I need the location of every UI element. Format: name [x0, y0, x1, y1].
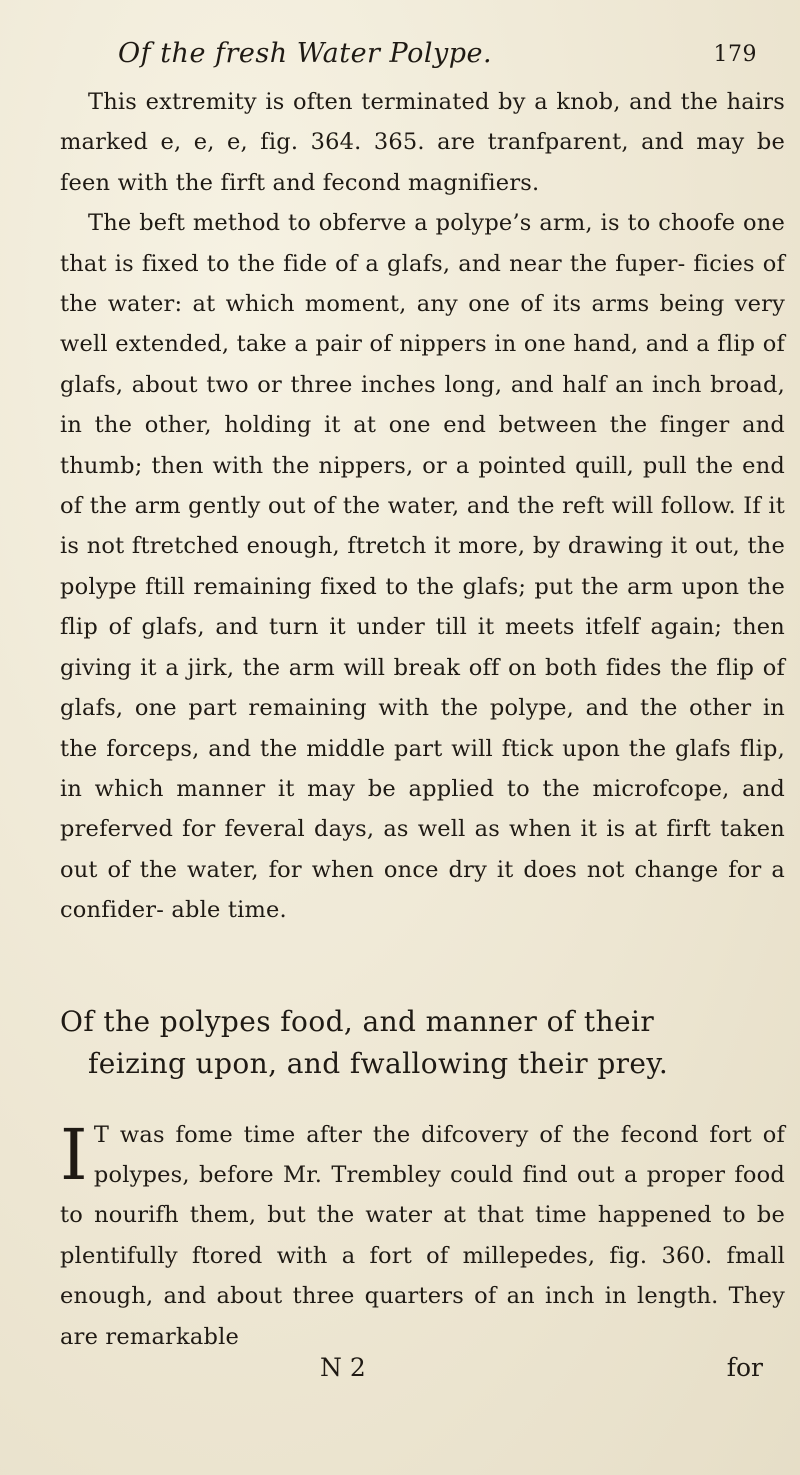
section-first-paragraph-text: T was fome time after the difcovery of the fecond fort of polypes, before Mr. Trembley could find out a proper food to nourifh them, but the water at that time happened to be plentifully ftored with a fort of millepedes, fig. 360. fmall enough, and about three quarters of an inch in length. They are remarkable: [60, 1121, 785, 1350]
signature-mark: N 2: [320, 1352, 366, 1382]
page-number: 179: [713, 42, 757, 67]
section-heading: [60, 1001, 785, 1085]
catchword: for: [726, 1352, 763, 1382]
running-head: [60, 38, 785, 82]
page-footer: [60, 1353, 785, 1391]
book-page: [60, 38, 785, 1391]
section-heading-line-1: Of the polypes food, and manner of their: [60, 1004, 655, 1038]
running-head-title: Of the fresh Water Polype.: [118, 38, 493, 69]
body-paragraph: This extremity is often terminated by a knob, and the hairs marked e, e, e, fig. 364. 365. are tranfparent, and may be feen with the firft and fecond magnifiers.: [60, 89, 785, 196]
section-heading-line-2: feizing upon, and fwallowing their prey.: [88, 1046, 669, 1080]
drop-cap: I: [60, 1113, 88, 1196]
section-first-paragraph: [60, 1115, 785, 1357]
body-paragraph: The beft method to obferve a polype’s arm, is to choofe one that is fixed to the fide of a glafs, and near the fuper- ficies of the water: at which moment, any one of its arms being very well extended, take a pair of nippers in one hand, and a flip of glafs, about two or three inches long, and half an inch broad, in the other, holding it at one end between the finger and thumb; then with the nippers, or a pointed quill, pull the end of the arm gently out of the water, and the reft will follow. If it is not ftretched enough, ftretch it more, by drawing it out, the polype ftill remaining fixed to the glafs; put the arm upon the flip of glafs, and turn it under till it meets itfelf again; then giving it a jirk, the arm will break off on both fides the flip of glafs, one part remaining with the polype, and the other in the forceps, and the middle part will ftick upon the glafs flip, in which manner it may be applied to the microfcope, and preferved for feveral days, as well as when it is at firft taken out of the water, for when once dry it does not change for a confider- able time.: [60, 210, 785, 924]
